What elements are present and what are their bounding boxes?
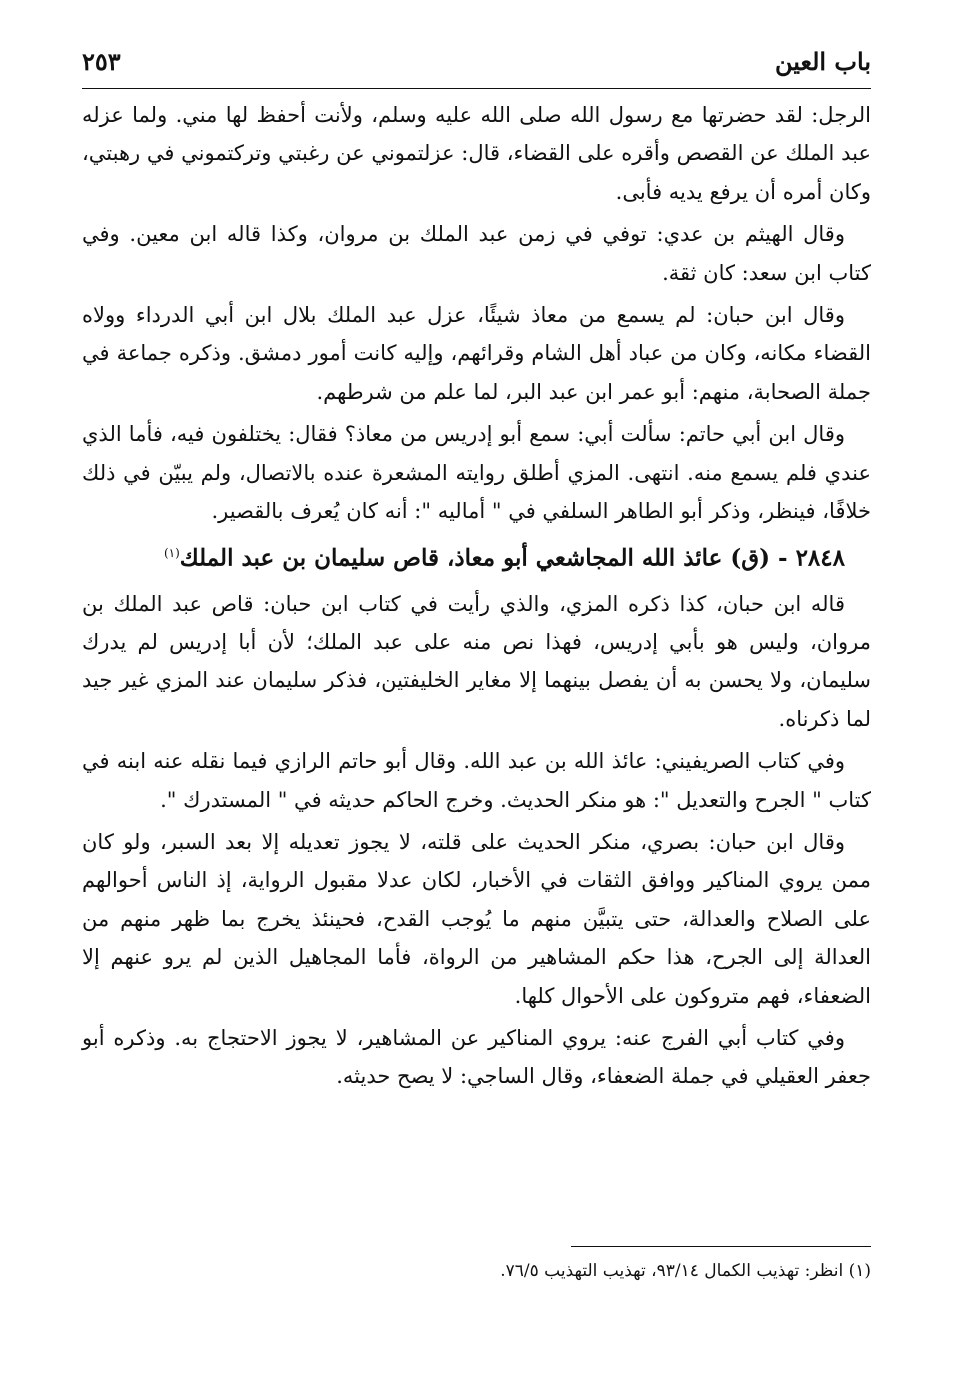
footnote-marker: (١): [163, 546, 180, 561]
paragraph-6: وفي كتاب الصريفيني: عائذ الله بن عبد الله. وقال أبو حاتم الرازي فيما نقله عنه ابنه في كتاب " الجرح والتعديل ": هو منكر الحديث. وخرج الحاكم حديثه في " المستدرك ".: [82, 749, 871, 812]
paragraph-3: وقال ابن حبان: لم يسمع من معاذ شيئًا، عزل عبد الملك بلال ابن أبي الدرداء وولاه القضاء مكانه، وكان من عباد أهل الشام وقرائهم، وإليه كانت أمور دمشق. وذكره جماعة في جملة الصحابة، منهم: أبو عمر ابن عبد البر، لما علم من شرطهم.: [82, 303, 871, 404]
paragraph-8: وفي كتاب أبي الفرج عنه: يروي المناكير عن المشاهير، لا يجوز الاحتجاج به. وذكره أبو جعفر العقيلي في جملة الضعفاء، وقال الساجي: لا يصح حديثه.: [82, 1026, 871, 1089]
entry-heading: [82, 534, 871, 578]
paragraph-4: وقال ابن أبي حاتم: سألت أبي: سمع أبو إدريس من معاذ؟ فقال: يختلفون فيه، فأما الذي عندي فلم يسمع منه. انتهى. المزي أطلق روايته المشعرة عنده بالاتصال، ولم يبيّن في ذلك خلافًا، فينظر، وذكر أبو الطاهر السلفي في " أماليه ": أنه كان يُعرف بالقصير.: [82, 422, 871, 524]
page-header: [82, 40, 871, 82]
chapter-title: باب العين: [774, 46, 871, 76]
entry-heading-text: ٢٨٤٨ - (ق) عائذ الله المجاشعي أبو معاذ، قاص سليمان بن عبد الملك: [179, 545, 845, 573]
main-text: [82, 96, 871, 1100]
page-number: ٢٥٣: [82, 46, 121, 76]
footnote-divider: [571, 1246, 871, 1247]
paragraph-2: وقال الهيثم بن عدي: توفي في زمن عبد الملك بن مروان، وكذا قاله ابن معين. وفي كتاب ابن سعد: كان ثقة.: [82, 222, 871, 285]
header-divider: [82, 88, 871, 89]
paragraph-5: قاله ابن حبان، كذا ذكره المزي، والذي رأيت في كتاب ابن حبان: قاص عبد الملك بن مروان، وليس هو بأبي إدريس، فهذا نص منه على عبد الملك؛ لأن أبا إدريس لم يدرك سليمان، ولا يحسن به أن يفصل بينهما إلا مغاير الخليفتين، فذكر سليمان عند المزي غير جيد لما ذكرناه.: [82, 591, 871, 731]
paragraph-7: وقال ابن حبان: بصري، منكر الحديث على قلته، لا يجوز تعديله إلا بعد السبر، ولو كان ممن يروي المناكير ووافق الثقات في الأخبار، لكان عدلا مقبول الرواية، إذ الناس أحوالهم على الصلاح والعدالة، حتى يتبيَّن منهم ما يُوجب القدح، فحينئذ يخرج بما ظهر منهم من العدالة إلى الجرح، هذا حكم المشاهير من الرواة، فأما المجاهيل الذين لم يرو عنهم إلا الضعفاء، فهم متروكون على الأحوال كلها.: [82, 829, 871, 1008]
paragraph-1: الرجل: لقد حضرتها مع رسول الله صلى الله عليه وسلم، ولأنت أحفظ لها مني. ولما عزله عبد الملك عن القصص وأقره على القضاء، قال: عزلتموني عن رغبتي وتركتموني في رهبتي، وكان أمره أن يرفع يديه فأبى.: [82, 103, 871, 204]
footnote: (١) انظر: تهذيب الكمال ٩٣/١٤، تهذيب التهذيب ٧٦/٥.: [500, 1261, 871, 1281]
